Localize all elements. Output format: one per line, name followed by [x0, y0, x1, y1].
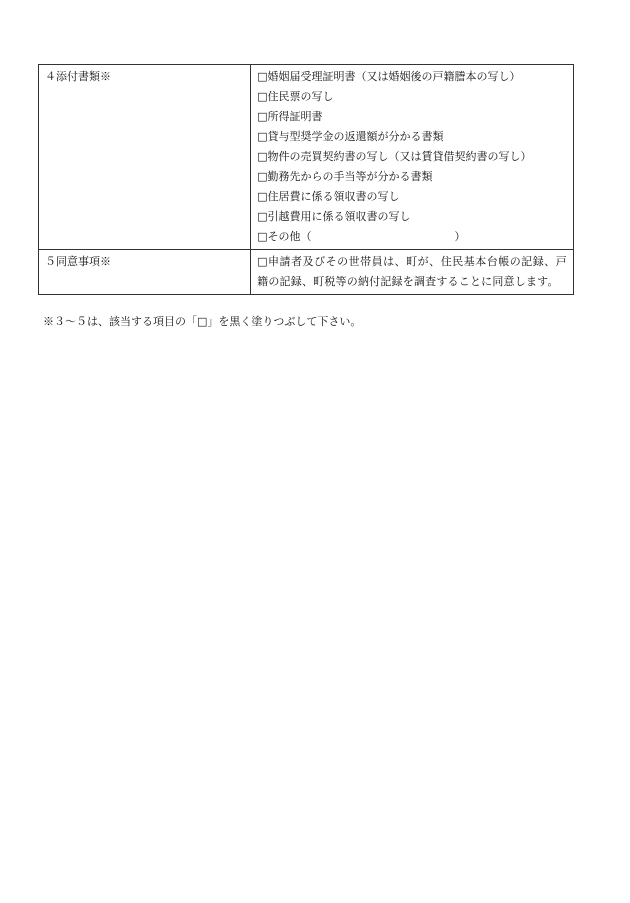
attachments-label: ４添付書類※: [39, 65, 251, 250]
checkbox-item-property-contract[interactable]: □物件の売買契約書の写し（又は賃貸借契約書の写し）: [257, 150, 532, 163]
application-form-table: [38, 64, 574, 295]
checkbox-item-marriage-certificate[interactable]: □婚姻届受理証明書（又は婚姻後の戸籍謄本の写し）: [257, 70, 521, 83]
attachments-row: [39, 65, 574, 250]
attachments-list: [251, 65, 574, 250]
checkbox-item-housing-receipt[interactable]: □住居費に係る領収書の写し: [257, 190, 400, 203]
checkbox-item-other[interactable]: □その他（ ）: [257, 230, 466, 243]
footnote: ※３～５は、該当する項目の「□」を黒く塗りつぶして下さい。: [43, 315, 362, 328]
consent-label: ５同意事項※: [39, 250, 251, 295]
checkbox-item-consent[interactable]: □申請者及びその世帯員は、町が、住民基本台帳の記録、戸籍の記録、町税等の納付記録を調査することに同意します。: [251, 250, 574, 295]
checkbox-item-income-certificate[interactable]: □所得証明書: [257, 110, 323, 123]
checkbox-item-resident-record[interactable]: □住民票の写し: [257, 90, 334, 103]
consent-row: [39, 250, 574, 295]
checkbox-item-moving-receipt[interactable]: □引越費用に係る領収書の写し: [257, 210, 411, 223]
checkbox-item-scholarship-repayment[interactable]: □貸与型奨学金の返還額が分かる書類: [257, 130, 444, 143]
checkbox-item-employer-allowance[interactable]: □勤務先からの手当等が分かる書類: [257, 170, 433, 183]
